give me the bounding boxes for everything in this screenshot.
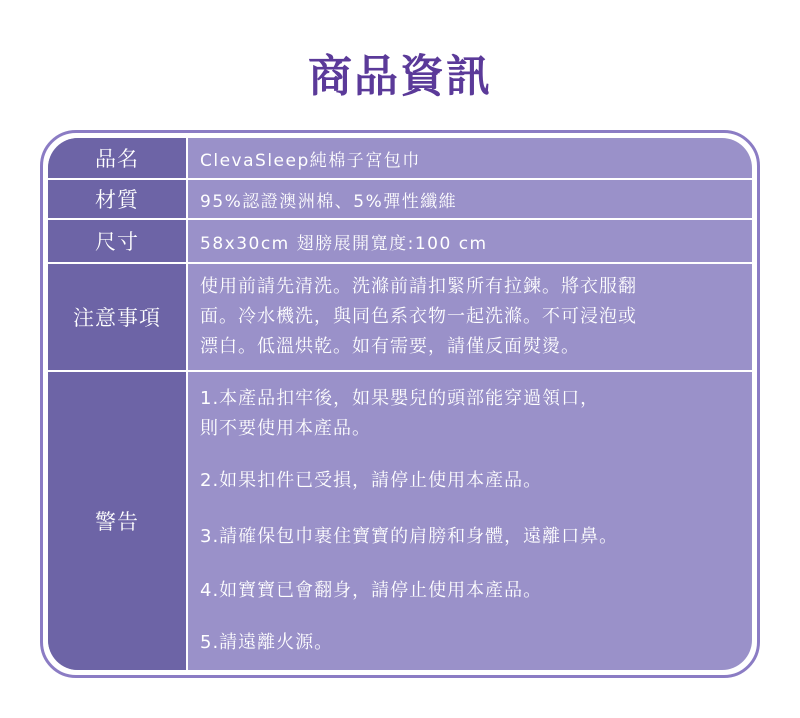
material-label: 材質 — [95, 188, 139, 212]
page-title: 商品資訊 — [308, 51, 492, 102]
row-care-notes — [48, 264, 752, 370]
warning-line: 則不要使用本產品。 — [200, 418, 371, 439]
row-warnings — [48, 372, 752, 670]
row-product-name — [48, 138, 752, 178]
product-name-label: 品名 — [95, 147, 139, 171]
row-material — [48, 180, 752, 218]
size-value: 58x30cm 翅膀展開寬度:100 cm — [200, 233, 488, 254]
warning-line: 1.本產品扣牢後，如果嬰兒的頭部能穿過領口， — [200, 388, 600, 409]
care-notes-text — [200, 272, 736, 362]
material-value: 95%認證澳洲棉、5%彈性纖維 — [200, 191, 458, 212]
warnings-label: 警告 — [95, 510, 139, 534]
warning-item: 4.如寶寶已會翻身，請停止使用本產品。 — [200, 580, 543, 601]
product-name-value: ClevaSleep純棉子宮包巾 — [200, 150, 421, 171]
warning-item: 5.請遠離火源。 — [200, 632, 334, 653]
care-notes-line: 使用前請先清洗。洗滌前請扣緊所有拉鍊。將衣服翻 — [200, 276, 637, 297]
info-table — [48, 138, 752, 670]
size-label: 尺寸 — [95, 230, 139, 254]
warning-item: 3.請確保包巾裹住寶寶的肩膀和身體，遠離口鼻。 — [200, 526, 619, 547]
warning-item — [200, 384, 736, 444]
care-notes-line: 漂白。低溫烘乾。如有需要，請僅反面熨燙。 — [200, 336, 580, 357]
row-size — [48, 220, 752, 262]
warning-item: 2.如果扣件已受損，請停止使用本產品。 — [200, 470, 543, 491]
care-notes-line: 面。冷水機洗，與同色系衣物一起洗滌。不可浸泡或 — [200, 306, 637, 327]
care-notes-label: 注意事項 — [73, 306, 161, 330]
